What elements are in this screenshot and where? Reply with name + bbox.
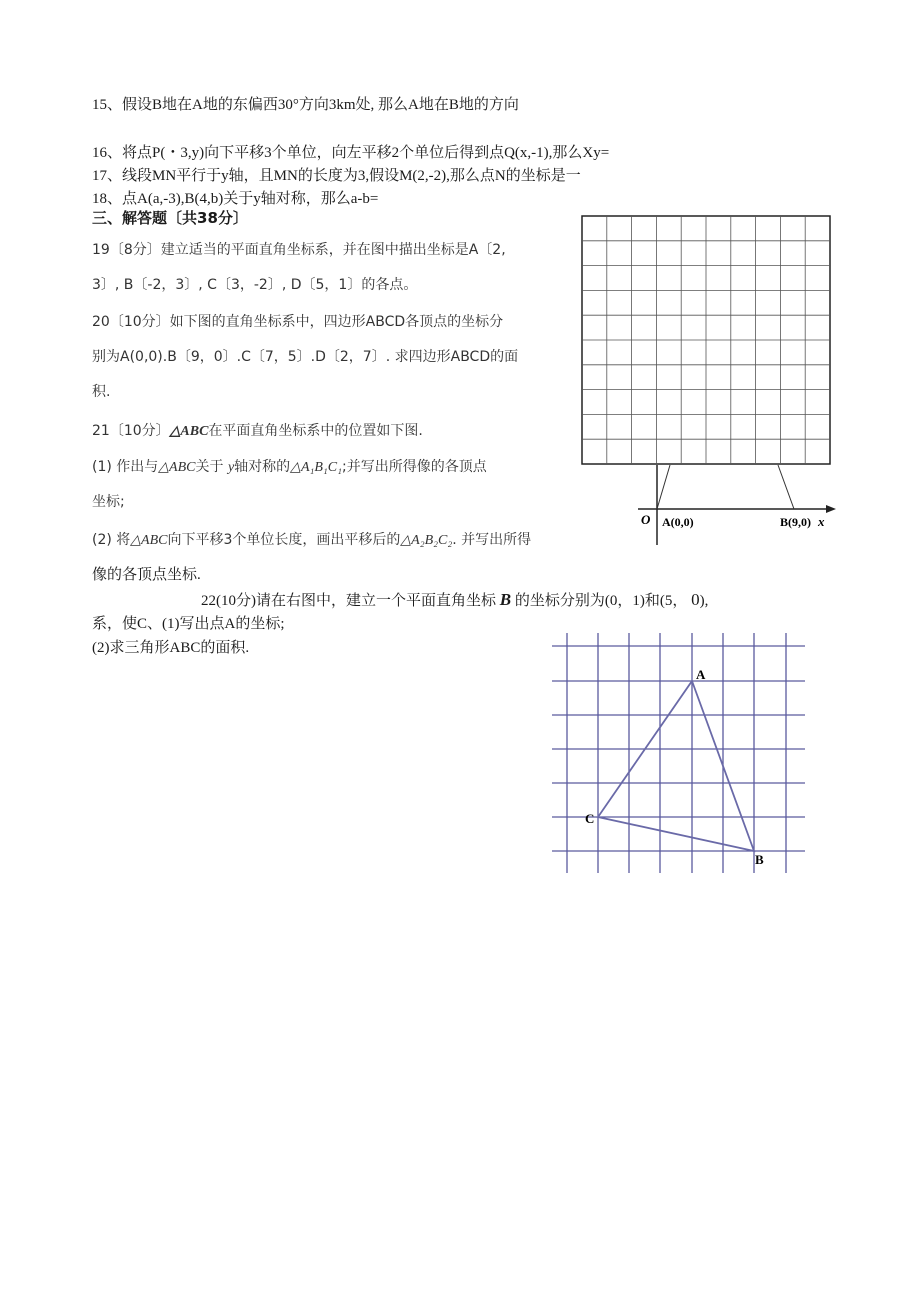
question-21-part2 <box>92 531 531 550</box>
question-22-line1 <box>201 591 708 610</box>
q22-zero: 0 <box>691 590 700 609</box>
question-22-line2: 系，使C、(1)写出点A的坐标; <box>92 616 285 632</box>
triangle-abc <box>585 667 764 867</box>
q21-p2-triangle2: △A₂B₂C₂ <box>400 533 453 548</box>
triangle-abc-shape <box>598 681 754 851</box>
section-title: 三、解答题〔共38分〕 <box>92 209 248 227</box>
point-a-label: A(0,0) <box>662 515 694 529</box>
q21-number: 21〔10分〕 <box>92 423 170 439</box>
point-b-label: B(9,0) <box>780 515 811 529</box>
q21-p1-text-b: 关于 <box>195 459 224 475</box>
vertex-a-label: A <box>696 667 706 682</box>
side-bc <box>778 465 794 509</box>
question-15: 15、假设B地在A地的东偏西30°方向3km处, 那么A地在B地的方向 <box>92 97 519 113</box>
origin-label: O <box>641 512 651 527</box>
q21-p1-triangle2: △A₁B₁C₁ <box>290 460 342 475</box>
q22-text-e: ), <box>699 593 709 609</box>
question-21-part1-line2: 坐标; <box>92 494 125 510</box>
question-20-line3: 积. <box>92 384 111 400</box>
vertex-c-label: C <box>585 811 595 826</box>
question-20-line1: 20〔10分〕如下图的直角坐标系中，四边形ABCD各顶点的坐标分 <box>92 314 504 330</box>
question-19-line1: 19〔8分〕建立适当的平面直角坐标系，并在图中描出坐标是A〔2, <box>92 242 506 258</box>
q21-p1-text-c: 轴对称的 <box>234 459 291 475</box>
abcd-axis-figure <box>638 465 836 545</box>
question-19-line2: 3〕, B〔-2，3〕, C〔3，-2〕, D〔5，1〕的各点。 <box>92 277 418 293</box>
abc-grid <box>552 633 805 873</box>
question-21-part2-line2: 像的各顶点坐标. <box>92 567 201 583</box>
q21-p2-text-b: 向下平移3个单位长度，画出平移后的 <box>167 532 401 548</box>
vertex-b-label: B <box>755 852 764 867</box>
q21-p1-y: y <box>227 460 235 475</box>
q21-p2-triangle: △ABC <box>130 533 168 548</box>
q21-p2-text-a: (2) 将 <box>92 532 131 548</box>
q22-text-a: 22(10分)请在右图中，建立一个平面直角坐标 <box>201 593 496 609</box>
question-21-intro <box>92 422 423 441</box>
question-22-line3: (2)求三角形ABC的面积. <box>92 640 250 656</box>
blank-grid-border <box>582 216 830 464</box>
q22-text-c: 的坐标分别为(0，1)和(5， <box>514 593 688 609</box>
question-18: 18、点A(a,-3),B(4,b)关于y轴对称，那么a-b= <box>92 191 379 207</box>
question-20-line2: 别为A(0,0).B〔9，0〕.C〔7，5〕.D〔2，7〕. 求四边形ABCD的面 <box>92 349 519 365</box>
q21-p2-text-c: . 并写出所得 <box>452 532 532 548</box>
side-ad <box>657 465 670 509</box>
x-axis-label: x <box>818 514 825 529</box>
q21-p1-triangle: △ABC <box>158 460 196 475</box>
q22-b-italic: B <box>499 590 512 609</box>
q21-p1-text-d: ;并写出所得像的各顶点 <box>341 459 487 475</box>
q21-triangle: △ABC <box>169 424 209 439</box>
x-axis-arrow <box>826 505 836 513</box>
blank-grid <box>582 216 830 464</box>
question-16: 16、将点P(・3,y)向下平移3个单位，向左平移2个单位后得到点Q(x,-1),那么Xy= <box>92 145 610 161</box>
q21-intro-text: 在平面直角坐标系中的位置如下图. <box>208 423 423 439</box>
question-17: 17、线段MN平行于y轴，且MN的长度为3,假设M(2,-2),那么点N的坐标是一 <box>92 168 581 184</box>
question-21-part1 <box>92 458 487 477</box>
q21-p1-text-a: (1) 作出与 <box>92 459 159 475</box>
